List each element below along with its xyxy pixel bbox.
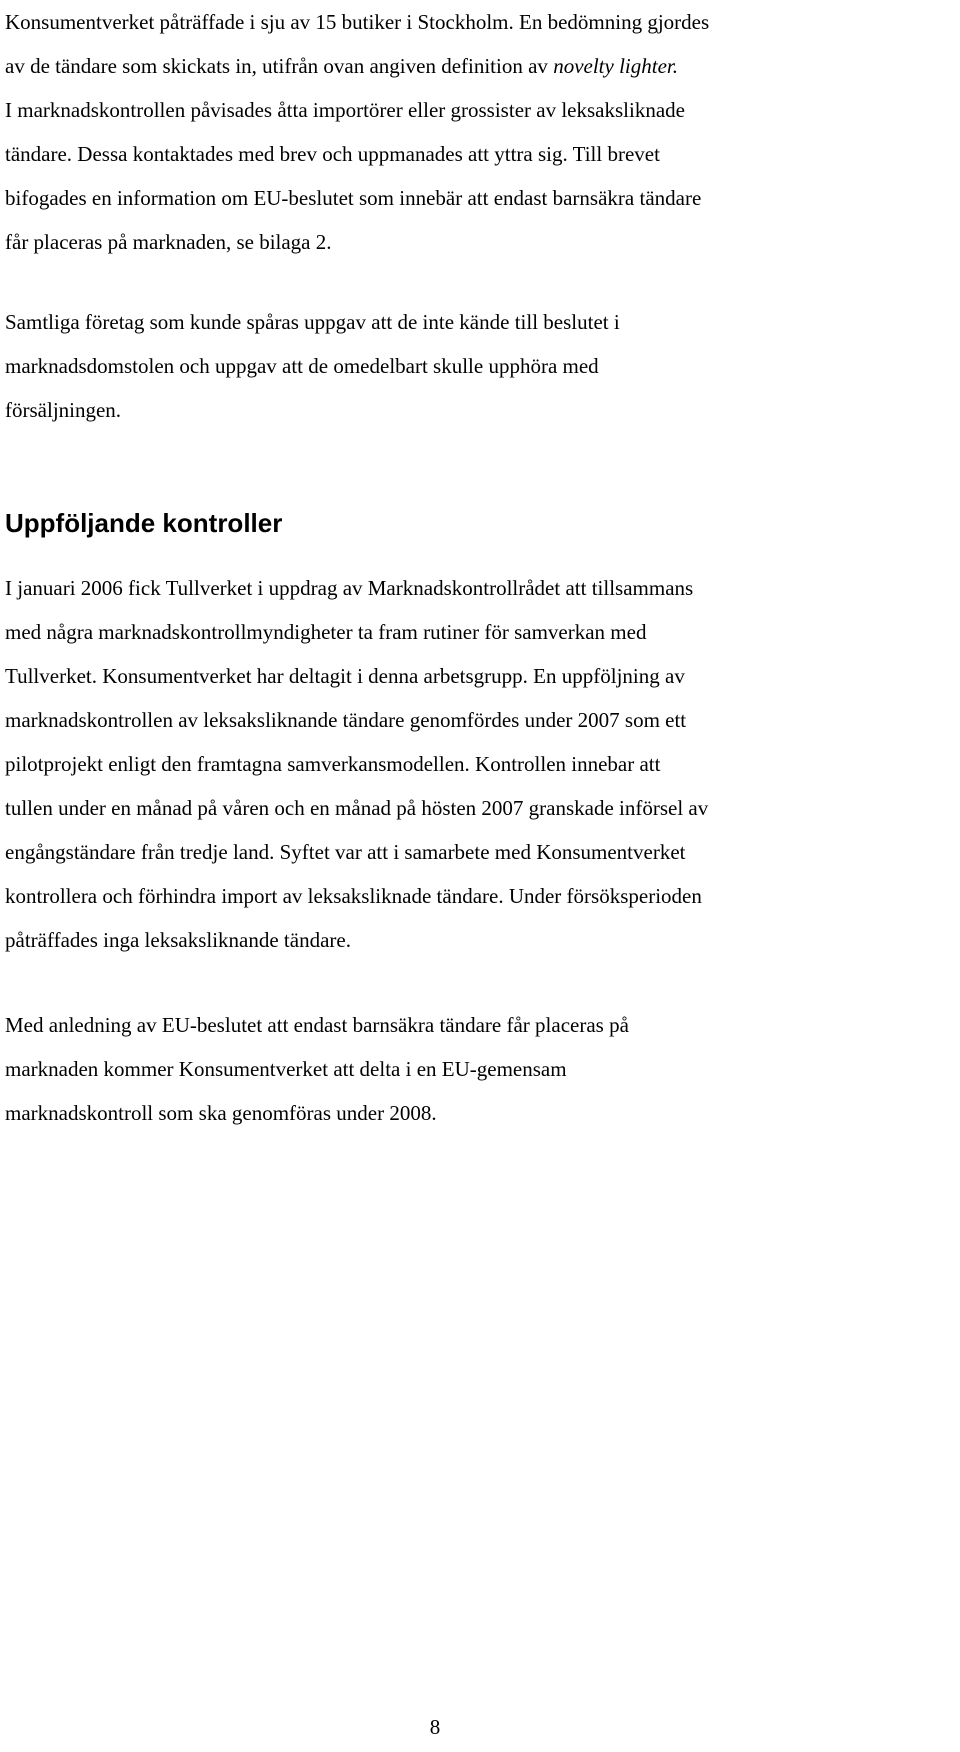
text-line: tullen under en månad på våren och en månad på hösten 2007 granskade införsel av — [5, 796, 709, 820]
text-line: Konsumentverket påträffade i sju av 15 butiker i Stockholm. En bedömning gjordes — [5, 10, 710, 34]
paragraph-follow-up — [5, 566, 955, 962]
text-line: försäljningen. — [5, 398, 122, 422]
section-heading: Uppföljande kontroller — [5, 508, 283, 538]
text-line: påträffades inga leksaksliknande tändare. — [5, 928, 351, 952]
text-line: bifogades en information om EU-beslutet som innebär att endast barnsäkra tändare — [5, 186, 702, 210]
text-line: I marknadskontrollen påvisades åtta importörer eller grossister av leksaksliknade — [5, 98, 685, 122]
paragraph-store-findings — [5, 0, 955, 264]
text-line: marknadsdomstolen och uppgav att de omedelbart skulle upphöra med — [5, 354, 599, 378]
text-line: engångständare från tredje land. Syftet var att i samarbete med Konsumentverket — [5, 840, 686, 864]
text-line: marknaden kommer Konsumentverket att delta i en EU-gemensam — [5, 1057, 567, 1081]
text-line: I januari 2006 fick Tullverket i uppdrag av Marknadskontrollrådet att tillsammans — [5, 576, 694, 600]
italic-term: novelty lighter. — [553, 54, 678, 78]
page-number: 8 — [429, 1715, 441, 1739]
text-line: med några marknadskontrollmyndigheter ta fram rutiner för samverkan med — [5, 620, 647, 644]
text-line: pilotprojekt enligt den framtagna samverkansmodellen. Kontrollen innebar att — [5, 752, 661, 776]
text-line: får placeras på marknaden, se bilaga 2. — [5, 230, 332, 254]
paragraph-eu-control — [5, 1003, 955, 1135]
text-segment: av de tändare som skickats in, utifrån ovan angiven definition av — [5, 54, 554, 78]
text-line — [5, 44, 955, 88]
text-line: Med anledning av EU-beslutet att endast barnsäkra tändare får placeras på — [5, 1013, 629, 1037]
text-line: tändare. Dessa kontaktades med brev och uppmanades att yttra sig. Till brevet — [5, 142, 660, 166]
text-line: Samtliga företag som kunde spåras uppgav att de inte kände till beslutet i — [5, 310, 620, 334]
text-line: Tullverket. Konsumentverket har deltagit i denna arbetsgrupp. En uppföljning av — [5, 664, 685, 688]
text-line: kontrollera och förhindra import av leksaksliknade tändare. Under försöksperioden — [5, 884, 702, 908]
paragraph-company-response — [5, 300, 955, 432]
text-line: marknadskontroll som ska genomföras under 2008. — [5, 1101, 437, 1125]
text-line: marknadskontrollen av leksaksliknande tändare genomfördes under 2007 som ett — [5, 708, 687, 732]
